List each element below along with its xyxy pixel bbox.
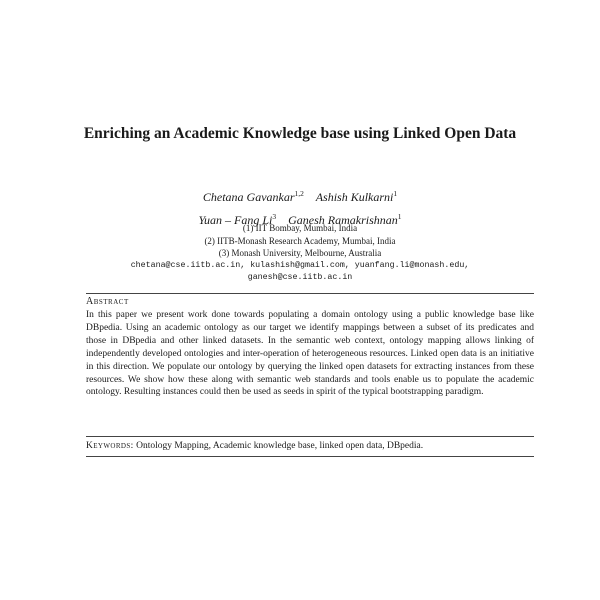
keywords-label: Keywords:: [86, 441, 134, 451]
affiliation: (1) IIT Bombay, Mumbai, India: [242, 223, 358, 233]
email-line: ganesh@cse.iitb.ac.in: [247, 273, 353, 282]
keywords-top-rule: [86, 436, 534, 437]
affiliation: (2) IITB-Monash Research Academy, Mumbai, India: [204, 235, 396, 246]
author-affiliation-mark: 1: [397, 212, 402, 221]
email-line: chetana@cse.iitb.ac.in, kulashish@gmail.com, yuanfang.li@monash.edu,: [130, 261, 470, 270]
affiliation: (3) Monash University, Melbourne, Australia: [218, 248, 382, 258]
abstract-top-rule: [86, 293, 534, 294]
abstract-text: In this paper we present work done towards populating a domain ontology using a public knowledge base like DBpedia. Using an academic ontology as our target we identify mappings between a subset of its predicates and those in DBpedia and other linked datasets. In the semantic web context, ontology mapping allows linking of independently developed ontologies and inter-operation of heterogeneous resources. Linked open data is an initiative in this direction. We populate our ontology by querying the linked open datasets for extracting instances from these resources. We show how these along with semantic web standards and tools enable us to populate the academic ontology. Resulting instances could then be used as seeds in spirit of the typical bootstrapping paradigm.: [86, 310, 534, 398]
author-affiliation-mark: 1,2: [294, 189, 304, 198]
author-name: Ashish Kulkarni: [315, 190, 394, 204]
paper-title: Enriching an Academic Knowledge base using Linked Open Data: [83, 125, 517, 142]
author-affiliation-mark: 3: [272, 212, 277, 221]
keywords-text: Ontology Mapping, Academic knowledge base, linked open data, DBpedia.: [136, 441, 424, 451]
keywords-bottom-rule: [86, 456, 534, 457]
keywords-section: [86, 440, 534, 453]
author-emails: [120, 260, 480, 284]
abstract-heading: Abstract: [86, 296, 129, 307]
author-affiliation-mark: 1: [393, 189, 398, 198]
author-name: Yuan – Fang Li: [198, 213, 273, 227]
author-line-1: [0, 184, 600, 207]
affiliation-list: [0, 222, 600, 260]
author-name: Ganesh Ramakrishnan: [288, 213, 398, 227]
author-name: Chetana Gavankar: [202, 190, 295, 204]
